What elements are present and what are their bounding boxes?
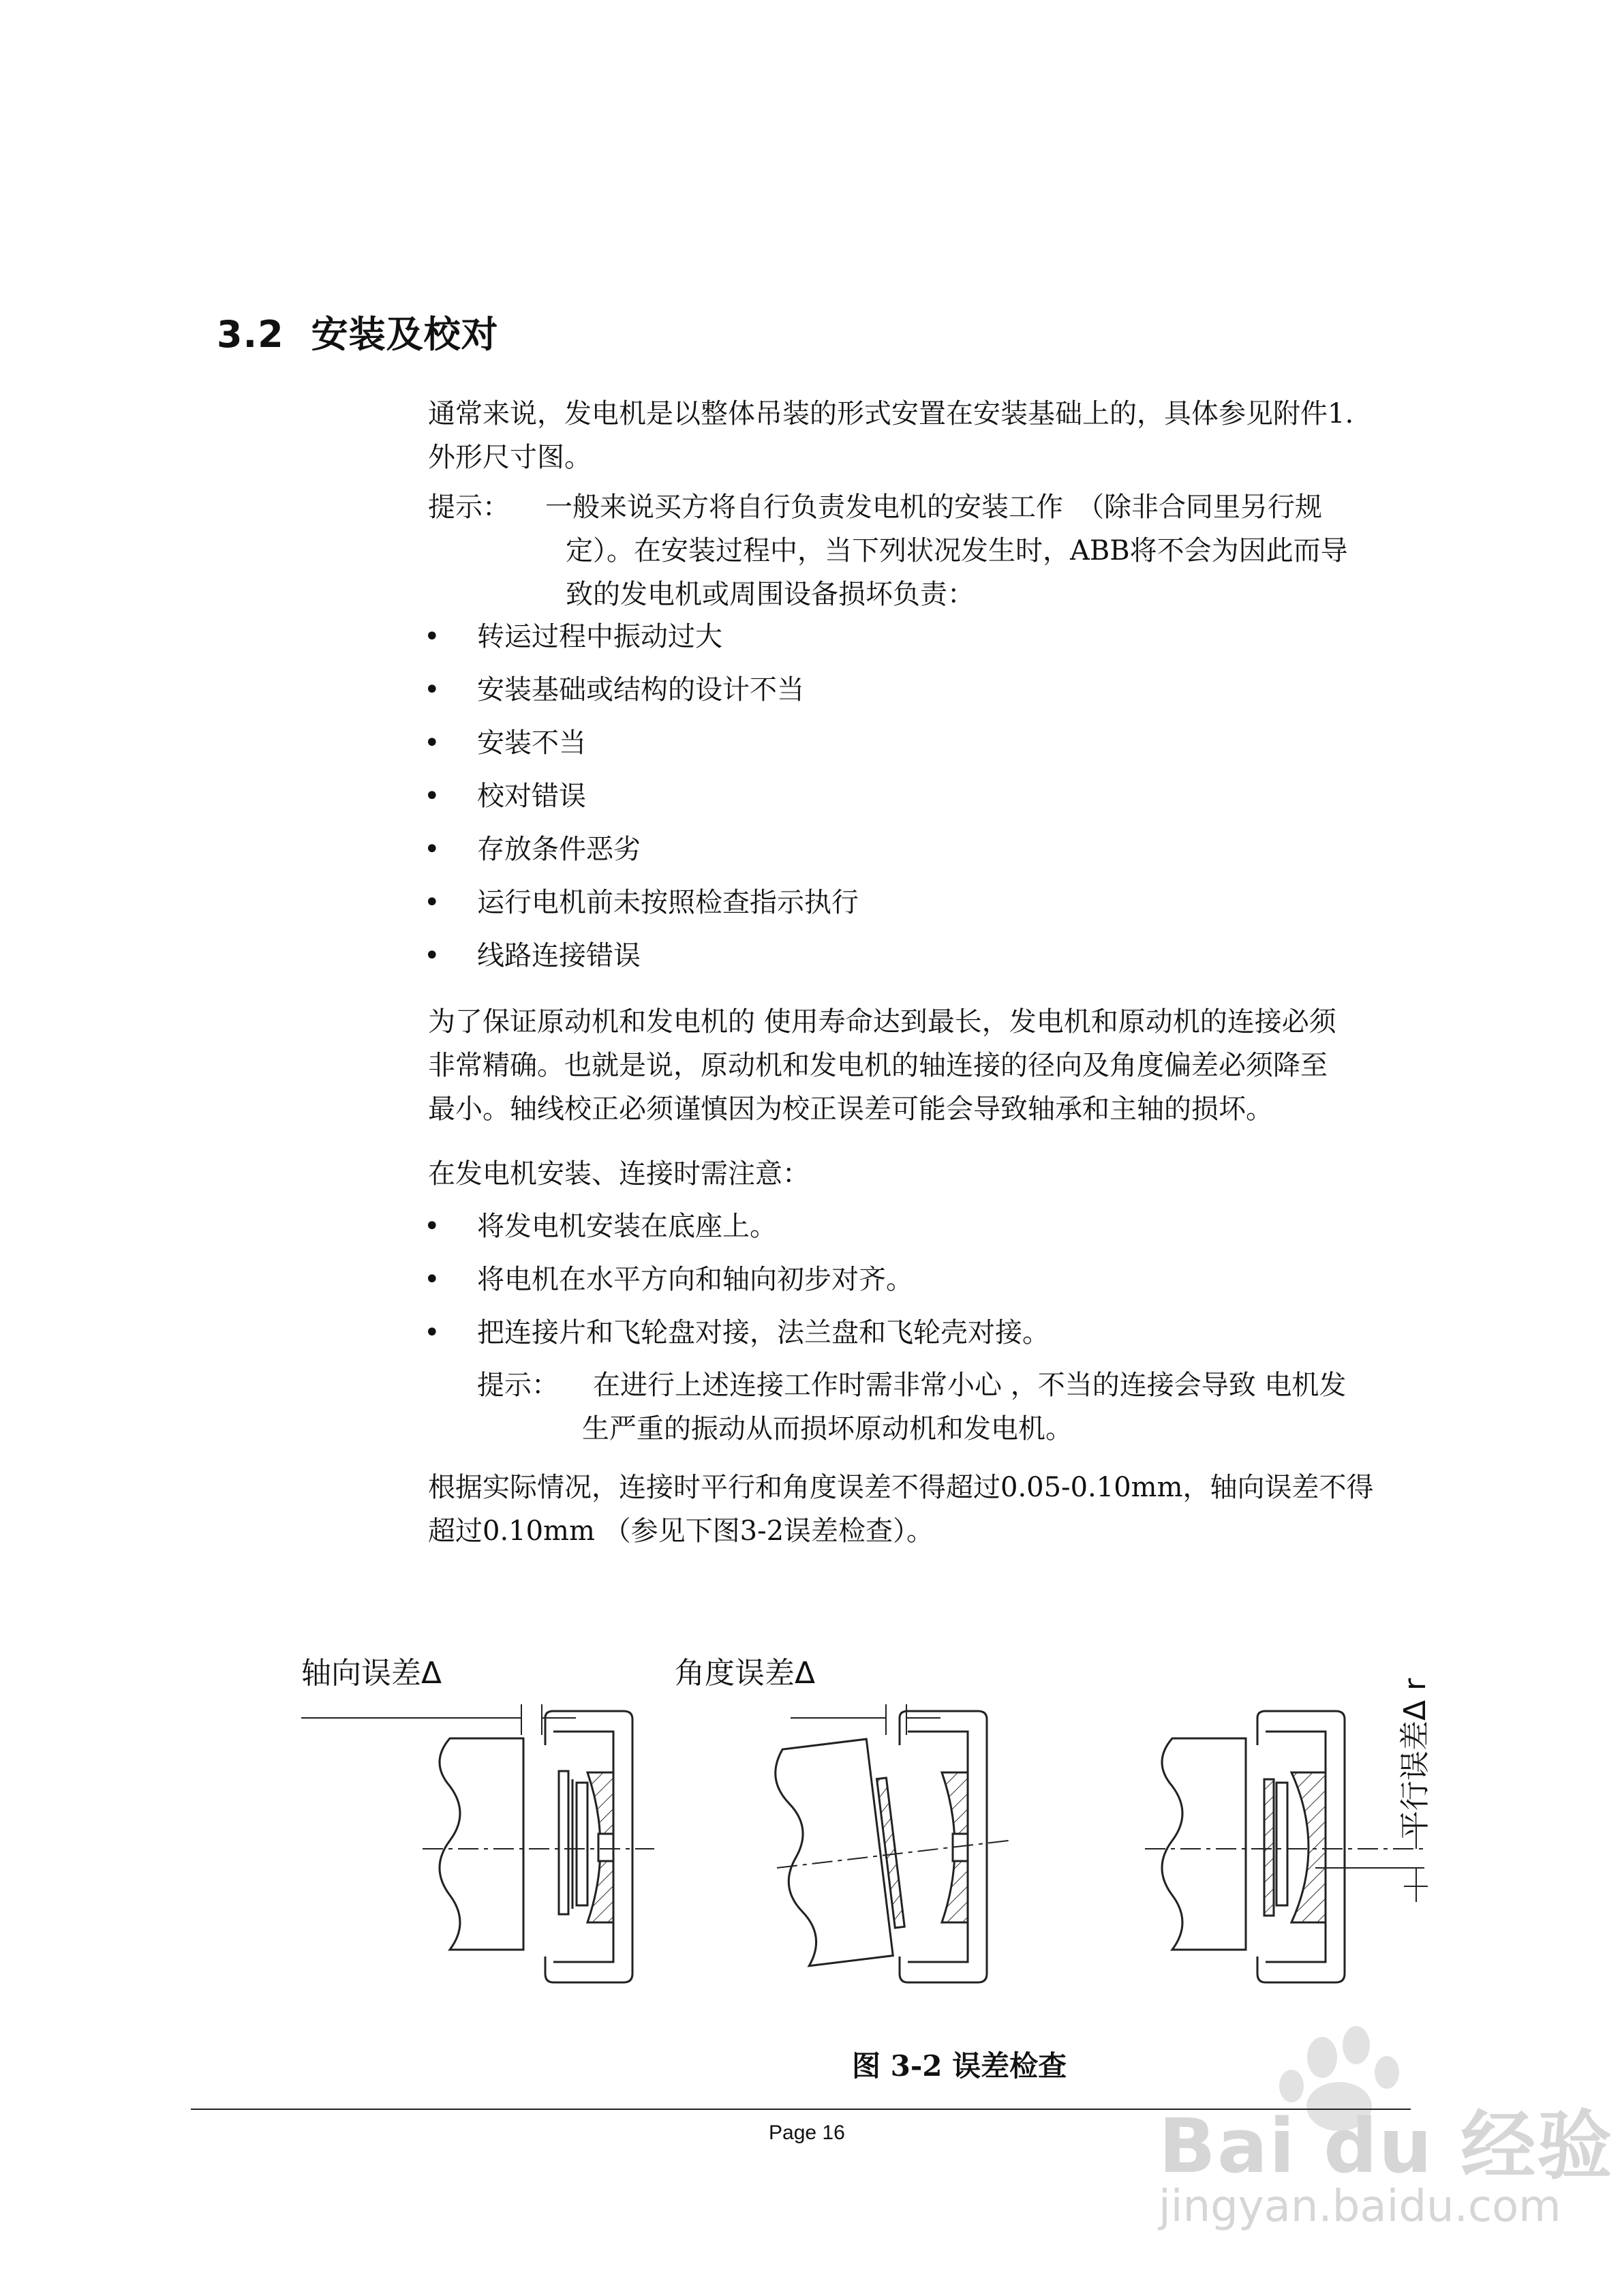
watermark-brand: Bai du 经验 xyxy=(1159,2102,1614,2190)
install-notice: 在发电机安装、连接时需注意： xyxy=(428,1158,810,1190)
label-parallel-error: 平行误差Δ r xyxy=(1398,1678,1433,1841)
label-angular-error: 角度误差Δ xyxy=(675,1656,816,1691)
note-line: 定）。在安装过程中，当下列状况发生时，ABB将不会为因此而导 xyxy=(566,535,1348,567)
para-line: 超过0.10mm （参见下图3-2误差检查）。 xyxy=(428,1515,934,1547)
watermark-url: jingyan.baidu.com xyxy=(1159,2181,1561,2232)
para-line: 根据实际情况，连接时平行和角度误差不得超过0.05-0.10mm，轴向误差不得 xyxy=(428,1472,1374,1503)
intro-line: 外形尺寸图。 xyxy=(428,442,592,473)
figure-caption: 图 3-2 误差检查 xyxy=(852,2049,1067,2083)
diagram-axial xyxy=(301,1704,654,1982)
list-item: • 存放条件恶劣 xyxy=(424,834,641,865)
note-label: 提示： xyxy=(428,492,510,523)
label-axial-error: 轴向误差Δ xyxy=(301,1656,442,1691)
intro-line: 通常来说，发电机是以整体吊装的形式安置在安装基础上的，具体参见附件1. xyxy=(428,398,1354,429)
list-item: • 校对错误 xyxy=(424,781,586,812)
note-line: 在进行上述连接工作时需非常小心 ，不当的连接会导致 电机发 xyxy=(593,1370,1347,1401)
list-item: • 安装不当 xyxy=(424,727,586,759)
list-item: • 转运过程中振动过大 xyxy=(424,621,722,652)
page-number: Page 16 xyxy=(769,2121,845,2144)
diagram-angular xyxy=(772,1704,1009,1982)
section-number: 3.2 xyxy=(217,313,284,356)
list-item: • 线路连接错误 xyxy=(424,940,641,971)
list-item: • 运行电机前未按照检查指示执行 xyxy=(424,887,859,918)
diagram-parallel xyxy=(1145,1711,1428,1982)
note-line: 生严重的振动从而损坏原动机和发电机。 xyxy=(582,1413,1073,1445)
note-line: 致的发电机或周围设备损坏负责： xyxy=(566,579,975,610)
list-item: • 把连接片和飞轮盘对接，法兰盘和飞轮壳对接。 xyxy=(424,1317,1050,1348)
list-item: • 安装基础或结构的设计不当 xyxy=(424,674,804,706)
list-item: • 将发电机安装在底座上。 xyxy=(424,1211,777,1242)
para-line: 非常精确。也就是说，原动机和发电机的轴连接的径向及角度偏差必须降至 xyxy=(428,1050,1328,1081)
para-line: 为了保证原动机和发电机的 使用寿命达到最长，发电机和原动机的连接必须 xyxy=(428,1006,1336,1038)
note-label: 提示： xyxy=(477,1370,559,1401)
note-line: 一般来说买方将自行负责发电机的安装工作 （除非合同里另行规 xyxy=(545,492,1322,523)
section-title: 安装及校对 xyxy=(311,313,499,356)
list-item: • 将电机在水平方向和轴向初步对齐。 xyxy=(424,1264,913,1295)
para-line: 最小。轴线校正必须谨慎因为校正误差可能会导致轴承和主轴的损坏。 xyxy=(428,1093,1273,1125)
